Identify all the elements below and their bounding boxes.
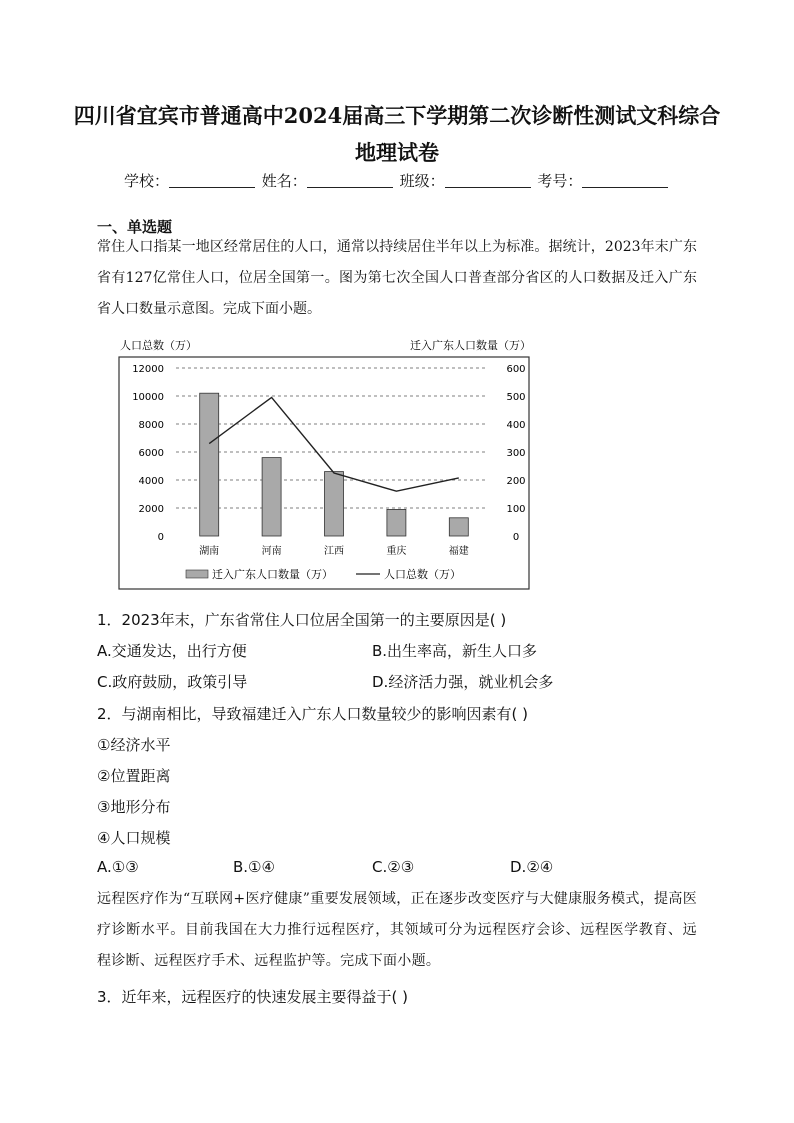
question-1-stem: 1．2023年末，广东省常住人口位居全国第一的主要原因是( ) <box>97 611 507 629</box>
q1-option-a[interactable]: A.交通发达，出行方便 <box>97 642 247 660</box>
left-tick-label: 6000 <box>138 448 164 459</box>
chart-categories <box>199 544 469 557</box>
name-label: 姓名： <box>261 172 307 190</box>
q1-option-b[interactable]: B.出生率高，新生人口多 <box>372 642 538 660</box>
class-field[interactable] <box>445 173 531 188</box>
left-tick-label: 8000 <box>138 420 164 431</box>
name-field[interactable] <box>307 173 393 188</box>
q2-option-d[interactable]: D.②④ <box>510 858 554 876</box>
right-tick-label: 600 <box>506 364 526 375</box>
bar-1 <box>200 393 219 536</box>
q1-option-d[interactable]: D.经济活力强，就业机会多 <box>372 673 554 691</box>
right-tick-label: 300 <box>506 448 526 459</box>
bar-4 <box>387 509 406 536</box>
school-label: 学校： <box>124 172 170 190</box>
chart-right-ticks <box>506 364 525 543</box>
q2-item-4: ④人口规模 <box>97 829 171 847</box>
bar-2 <box>262 458 281 536</box>
right-tick-label: 0 <box>512 532 520 543</box>
q1-option-c[interactable]: C.政府鼓励，政策引导 <box>97 673 248 691</box>
chart-bars <box>200 393 469 536</box>
left-tick-label: 12000 <box>132 364 164 375</box>
category-label: 河南 <box>261 546 282 557</box>
legend-line-label: 人口总数（万） <box>384 568 461 581</box>
q2-item-2: ②位置距离 <box>97 767 171 785</box>
number-label: 考号： <box>537 172 583 190</box>
passage-2: 远程医疗作为“互联网+医疗健康”重要发展领域，正在逐步改变医疗与大健康服务模式，提高医疗诊断水平。目前我国在大力推行远程医疗，其领域可分为远程医疗会诊、远程医学教育、远程诊断、远程医疗手术、远程监护等。完成下面小题。 <box>97 891 697 969</box>
left-tick-label: 2000 <box>138 504 164 515</box>
question-3-stem: 3．近年来，远程医疗的快速发展主要得益于( ) <box>97 988 409 1006</box>
q2-option-b[interactable]: B.①④ <box>233 858 275 876</box>
left-tick-label: 4000 <box>138 476 164 487</box>
population-chart <box>118 335 538 595</box>
category-label: 重庆 <box>386 546 407 557</box>
right-tick-label: 100 <box>506 504 526 515</box>
left-tick-label: 10000 <box>132 392 164 403</box>
right-tick-label: 200 <box>506 476 526 487</box>
exam-title: 四川省宜宾市普通高中2024届高三下学期第二次诊断性测试文科综合 <box>73 103 721 128</box>
bar-3 <box>325 472 344 536</box>
category-label: 福建 <box>448 546 469 557</box>
q2-option-c[interactable]: C.②③ <box>372 858 415 876</box>
exam-subtitle: 地理试卷 <box>355 140 439 165</box>
student-info-row <box>124 170 670 191</box>
left-tick-label: 0 <box>157 532 164 543</box>
legend-bar-swatch <box>186 570 208 578</box>
question-2-stem: 2．与湖南相比，导致福建迁入广东人口数量较少的影响因素有( ) <box>97 705 529 723</box>
section-heading: 一、单选题 <box>97 218 173 236</box>
number-field[interactable] <box>582 173 668 188</box>
q2-item-1: ①经济水平 <box>97 736 171 754</box>
right-tick-label: 500 <box>506 392 526 403</box>
passage-1: 常住人口指某一地区经常居住的人口，通常以持续居住半年以上为标准。据统计，2023年末广东省有127亿常住人口，位居全国第一。图为第七次全国人口普查部分省区的人口数据及迁入广东省人口数量示意图。完成下面小题。 <box>97 239 697 317</box>
class-label: 班级： <box>399 172 445 190</box>
bar-5 <box>449 518 468 536</box>
school-field[interactable] <box>169 173 255 188</box>
q2-item-3: ③地形分布 <box>97 798 171 816</box>
category-label: 江西 <box>324 546 344 557</box>
legend-bar-label: 迁入广东人口数量（万） <box>212 568 333 581</box>
chart-left-ticks <box>132 364 164 543</box>
chart-right-axis-label: 迁入广东人口数量（万） <box>410 339 531 352</box>
q2-option-a[interactable]: A.①③ <box>97 858 139 876</box>
chart-left-axis-label: 人口总数（万） <box>120 339 197 352</box>
category-label: 湖南 <box>199 546 220 557</box>
right-tick-label: 400 <box>506 420 526 431</box>
